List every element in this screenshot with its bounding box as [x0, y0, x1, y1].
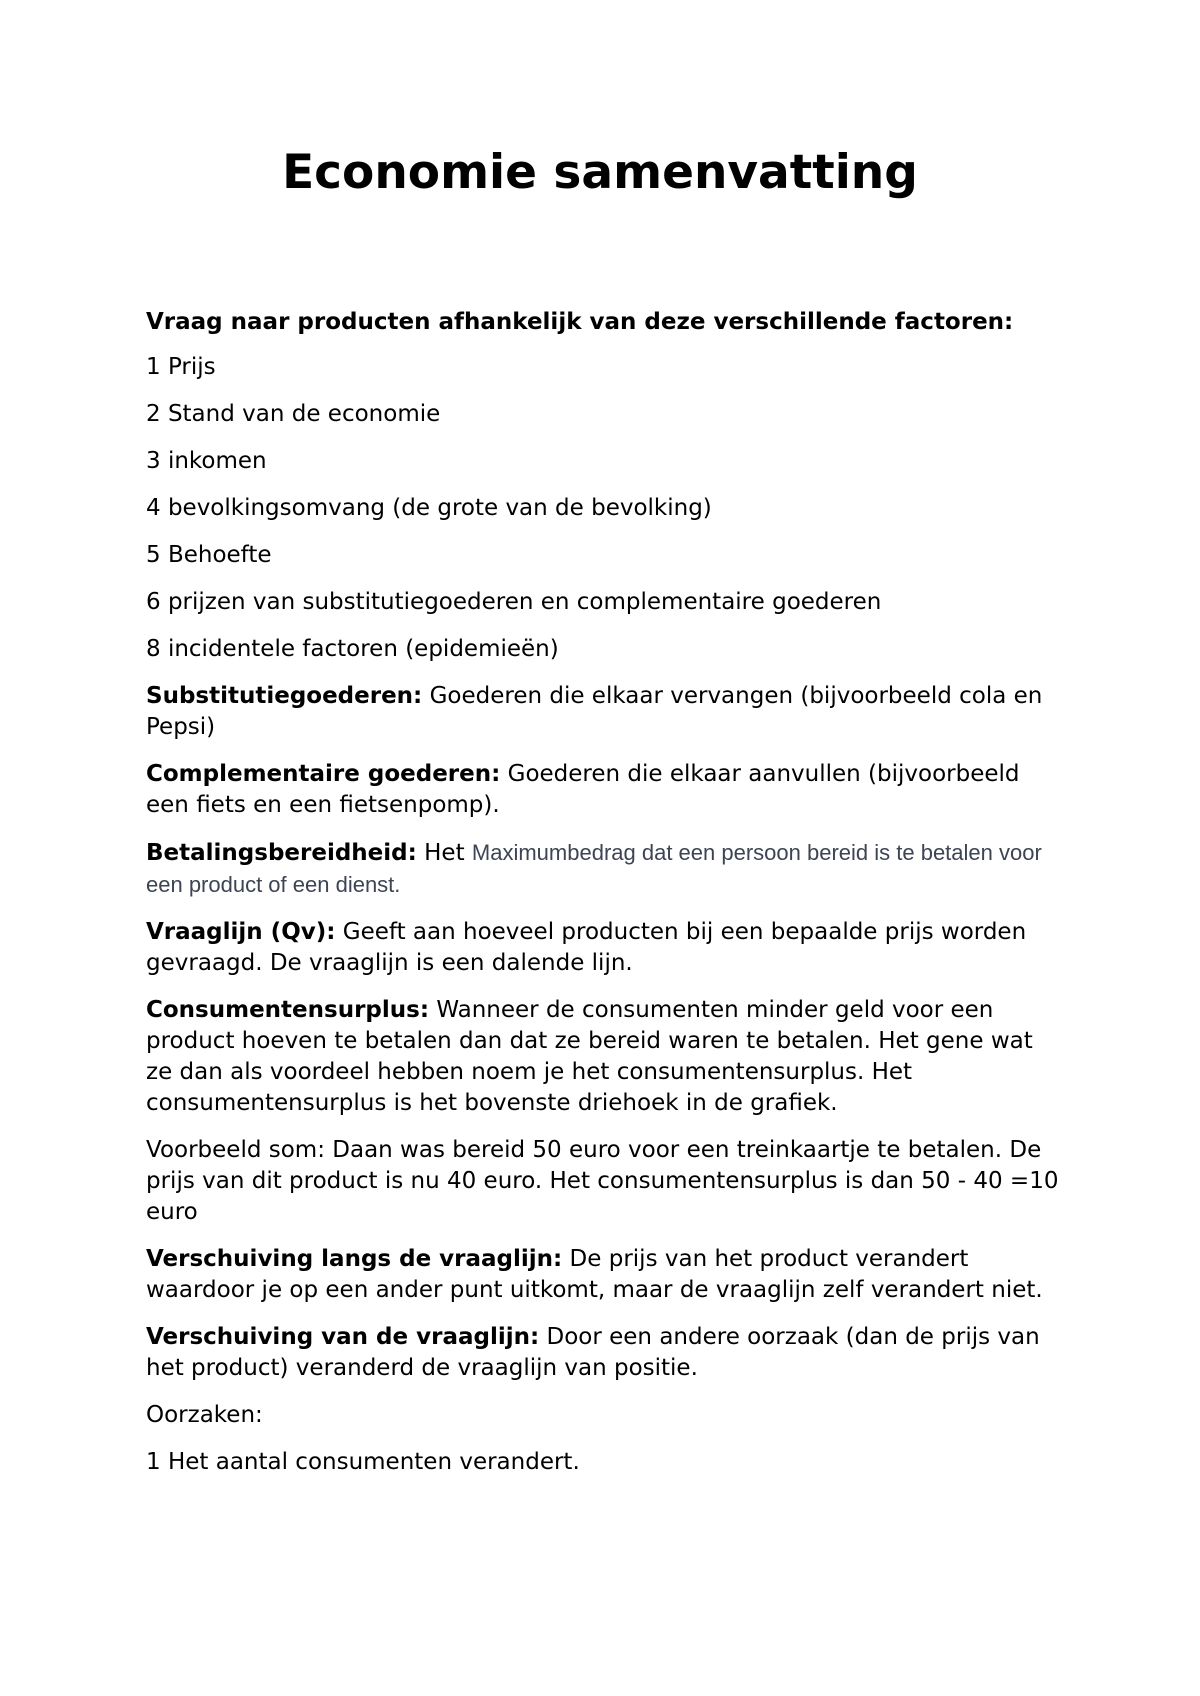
definition-term: Vraaglijn (Qv):	[146, 919, 336, 945]
definition-term: Substitutiegoederen:	[146, 683, 423, 709]
shift-term: Verschuiving van de vraaglijn:	[146, 1324, 540, 1350]
definition-vraaglijn	[146, 917, 1066, 979]
definition-term: Consumentensurplus:	[146, 997, 430, 1023]
intro-heading: Vraag naar producten afhankelijk van deze verschillende factoren:	[146, 309, 1014, 335]
definition-complementaire-goederen	[146, 759, 1066, 821]
shift-term: Verschuiving langs de vraaglijn:	[146, 1246, 563, 1272]
factor-item: 6 prijzen van substitutiegoederen en complementaire goederen	[146, 589, 882, 615]
definition-term: Betalingsbereidheid:	[146, 840, 417, 866]
definition-text: Wanneer de consumenten minder geld voor een product hoeven te betalen dan dat ze bereid waren te betalen. Het gene wat ze dan als voordeel hebben noem je het consumentensurplus. Het consumentensurplus is het bovenste driehoek in de grafiek.	[146, 997, 1033, 1116]
cause-item: 1 Het aantal consumenten verandert.	[146, 1449, 580, 1475]
factor-item: 8 incidentele factoren (epidemieën)	[146, 636, 559, 662]
shift-text: Door een andere oorzaak (dan de prijs van het product) veranderd de vraaglijn van positie.	[146, 1324, 1040, 1381]
factor-item: 3 inkomen	[146, 448, 267, 474]
factor-item: 5 Behoefte	[146, 542, 272, 568]
factor-item: 1 Prijs	[146, 354, 216, 380]
definition-text: Goederen die elkaar aanvullen (bijvoorbeeld een fiets en een fietsenpomp).	[146, 761, 1020, 818]
definition-substitutiegoederen	[146, 681, 1066, 743]
definition-text: Het	[416, 840, 472, 866]
definition-term: Complementaire goederen:	[146, 761, 501, 787]
example-calculation: Voorbeeld som: Daan was bereid 50 euro voor een treinkaartje te betalen. De prijs van dit product is nu 40 euro. Het consumentensurplus is dan 50 - 40 =10 euro	[146, 1137, 1059, 1225]
shift-text: De prijs van het product verandert waardoor je op een ander punt uitkomt, maar de vraaglijn zelf verandert niet.	[146, 1246, 1043, 1303]
factor-item: 2 Stand van de economie	[146, 401, 441, 427]
definition-text: Geeft aan hoeveel producten bij een bepaalde prijs worden gevraagd. De vraaglijn is een dalende lijn.	[146, 919, 1027, 976]
page-title: Economie samenvatting	[282, 145, 918, 200]
document-body	[146, 307, 1066, 1494]
definition-betalingsbereidheid	[146, 837, 1066, 901]
factor-item: 4 bevolkingsomvang (de grote van de bevolking)	[146, 495, 712, 521]
shift-along-demand-line	[146, 1244, 1066, 1306]
definition-text: Goederen die elkaar vervangen (bijvoorbeeld cola en Pepsi)	[146, 683, 1043, 740]
shift-of-demand-line	[146, 1322, 1066, 1384]
definition-consumentensurplus	[146, 995, 1066, 1119]
definition-text-alt: Maximumbedrag dat een persoon bereid is te betalen voor een product of een dienst.	[146, 840, 1042, 897]
causes-label: Oorzaken:	[146, 1402, 263, 1428]
